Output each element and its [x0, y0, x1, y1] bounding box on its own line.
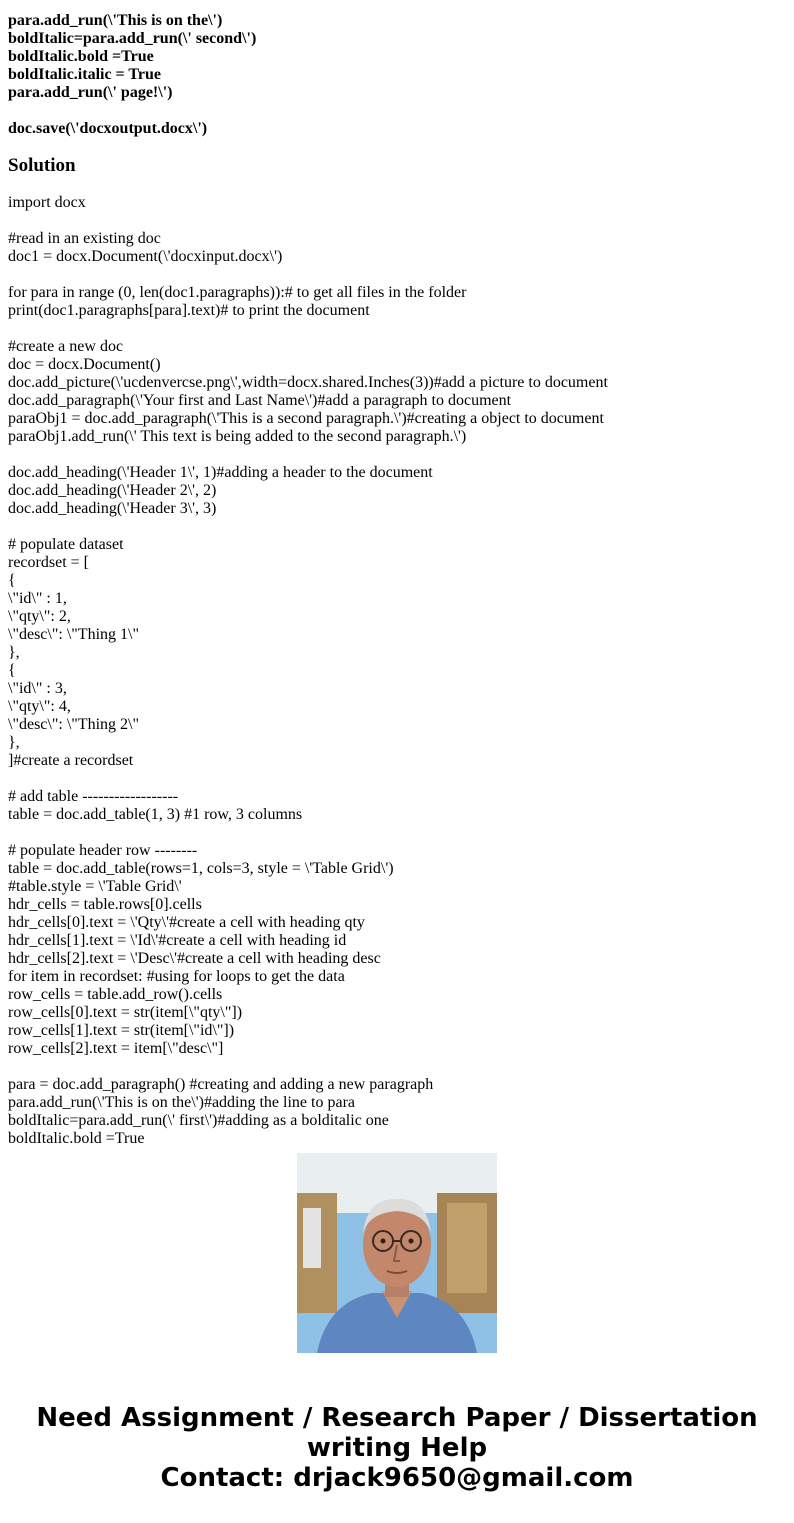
- code-line: doc = docx.Document(): [8, 356, 161, 373]
- code-line: hdr_cells[2].text = \'Desc\'#create a cell with heading desc: [8, 950, 381, 967]
- code-line: [8, 770, 788, 788]
- code-block-top: [8, 12, 788, 138]
- code-line: \"qty\": 2,: [8, 608, 71, 625]
- code-line: \"id\" : 3,: [8, 680, 67, 697]
- code-line: doc1 = docx.Document(\'docxinput.docx\'): [8, 248, 283, 265]
- code-line: [8, 212, 788, 230]
- code-line: # populate dataset: [8, 536, 124, 553]
- code-line: recordset = [: [8, 554, 89, 571]
- code-line: \"desc\": \"Thing 2\": [8, 716, 139, 733]
- avatar-portrait-image: [297, 1153, 497, 1353]
- code-line: table = doc.add_table(rows=1, cols=3, style = \'Table Grid\'): [8, 860, 394, 877]
- code-line: boldItalic=para.add_run(\' second\'): [8, 30, 257, 47]
- code-line: para.add_run(\'This is on the\')#adding the line to para: [8, 1094, 355, 1111]
- document-body: [8, 12, 788, 1147]
- code-line: row_cells[0].text = str(item[\"qty\"]): [8, 1004, 243, 1021]
- promo-contact-line: Contact: drjack9650@gmail.com: [160, 1463, 634, 1493]
- code-line: hdr_cells[1].text = \'Id\'#create a cell with heading id: [8, 932, 347, 949]
- code-line: row_cells[1].text = str(item[\"id\"]): [8, 1022, 235, 1039]
- code-line: doc.add_picture(\'ucdenvercse.png\',width=docx.shared.Inches(3))#add a picture to document: [8, 374, 608, 391]
- code-line: boldItalic=para.add_run(\' first\')#adding as a bolditalic one: [8, 1112, 389, 1129]
- code-line: },: [8, 734, 20, 751]
- solution-heading: Solution: [8, 155, 76, 176]
- code-line: \"qty\": 4,: [8, 698, 71, 715]
- code-line: boldItalic.italic = True: [8, 66, 161, 83]
- code-line: row_cells[2].text = item[\"desc\"]: [8, 1040, 224, 1057]
- code-line: boldItalic.bold =True: [8, 1130, 145, 1147]
- code-line: doc.add_heading(\'Header 3\', 3): [8, 500, 217, 517]
- solution-code-block: [8, 194, 788, 1148]
- code-line: for para in range (0, len(doc1.paragraphs)):# to get all files in the folder: [8, 284, 467, 301]
- code-line: [8, 320, 788, 338]
- promo-footer: [0, 1403, 794, 1493]
- code-line: table = doc.add_table(1, 3) #1 row, 3 columns: [8, 806, 303, 823]
- code-line: #read in an existing doc: [8, 230, 161, 247]
- code-line: paraObj1.add_run(\' This text is being added to the second paragraph.\'): [8, 428, 467, 445]
- code-line: {: [8, 662, 16, 679]
- code-line: boldItalic.bold =True: [8, 48, 154, 65]
- code-line: #create a new doc: [8, 338, 124, 355]
- author-avatar: [297, 1153, 497, 1353]
- code-line: # add table ------------------: [8, 788, 179, 805]
- code-line: \"desc\": \"Thing 1\": [8, 626, 139, 643]
- code-line: [8, 518, 788, 536]
- code-line: doc.add_paragraph(\'Your first and Last Name\')#add a paragraph to document: [8, 392, 512, 409]
- code-line: hdr_cells[0].text = \'Qty\'#create a cell with heading qty: [8, 914, 365, 931]
- code-line: para.add_run(\'This is on the\'): [8, 12, 223, 29]
- code-line: # populate header row --------: [8, 842, 198, 859]
- code-line: hdr_cells = table.rows[0].cells: [8, 896, 202, 913]
- code-line: doc.add_heading(\'Header 2\', 2): [8, 482, 217, 499]
- code-line: row_cells = table.add_row().cells: [8, 986, 223, 1003]
- promo-line-1: Need Assignment / Research Paper / Dissertation: [36, 1403, 758, 1433]
- code-line: for item in recordset: #using for loops to get the data: [8, 968, 345, 985]
- code-line: import docx: [8, 194, 86, 211]
- code-line: print(doc1.paragraphs[para].text)# to print the document: [8, 302, 370, 319]
- promo-line-2: writing Help: [306, 1433, 488, 1463]
- code-line: [8, 266, 788, 284]
- code-line: #table.style = \'Table Grid\': [8, 878, 182, 895]
- code-line: para = doc.add_paragraph() #creating and adding a new paragraph: [8, 1076, 434, 1093]
- code-line: para.add_run(\' page!\'): [8, 84, 173, 101]
- code-line: doc.save(\'docxoutput.docx\'): [8, 120, 208, 137]
- code-line: [8, 446, 788, 464]
- code-line: paraObj1 = doc.add_paragraph(\'This is a second paragraph.\')#creating a object to document: [8, 410, 604, 427]
- code-line: [8, 102, 788, 120]
- code-line: [8, 824, 788, 842]
- code-line: ]#create a recordset: [8, 752, 134, 769]
- code-line: [8, 1058, 788, 1076]
- code-line: {: [8, 572, 16, 589]
- code-line: doc.add_heading(\'Header 1\', 1)#adding a header to the document: [8, 464, 433, 481]
- code-line: },: [8, 644, 20, 661]
- code-line: \"id\" : 1,: [8, 590, 67, 607]
